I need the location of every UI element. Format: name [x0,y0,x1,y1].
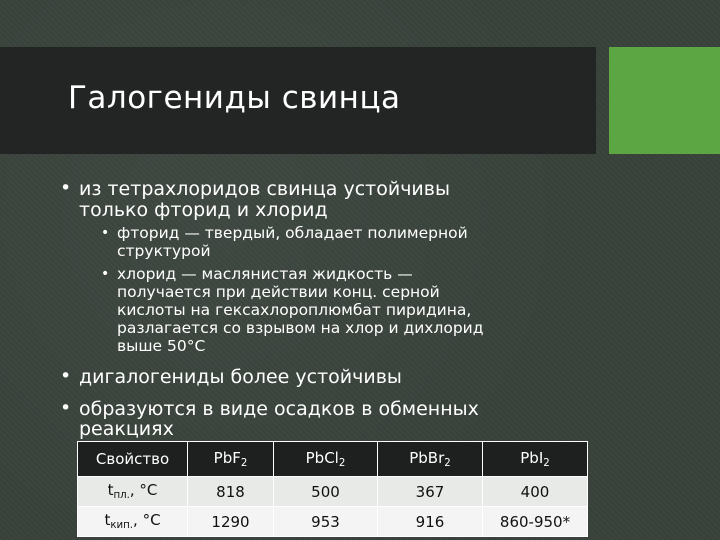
compound-subscript: 2 [240,458,248,470]
compound-formula: PbCl [305,448,339,467]
compound-formula: PbBr [409,448,445,467]
sub-bullet-marker: • [101,225,110,241]
table-cell: 953 [274,507,378,537]
table-header-row [78,442,588,477]
row-label-main: t [107,481,114,500]
compound-subscript: 2 [543,458,550,470]
sub-bullet-2-line-5: выше 50°С [117,337,206,355]
header-property: Свойство [78,442,188,477]
sub-bullet-marker: • [101,266,110,282]
row-label-sub: пл. [113,490,130,502]
row-label-rest: , °C [129,481,158,500]
header-compound [378,442,483,477]
table-row [78,477,588,507]
sub-bullet-2-line-4: разлагается со взрывом на хлор и дихлорид [117,319,484,337]
row-label-sub: кип. [110,520,134,532]
bullet-2-line-1: дигалогениды более устойчивы [79,366,402,388]
table-row [78,507,588,537]
compound-formula: PbI [520,448,544,467]
bullet-marker: • [60,365,72,387]
sub-bullet-2-line-3: кислоты на гексахлороплюмбат пиридина, [117,301,472,319]
table-cell: 400 [483,477,588,507]
table-cell: 916 [378,507,483,537]
compound-subscript: 2 [338,458,346,470]
sub-bullet-1-line-2: структурой [117,242,211,260]
sub-bullet-2-line-1: хлорид — маслянистая жидкость — [117,265,413,283]
sub-bullet-2-line-2: получается при действии конц. серной [117,283,440,301]
bullet-1-line-2: только фторид и хлорид [79,199,328,221]
compound-subscript: 2 [444,458,451,470]
table-cell: 860-950* [483,507,588,537]
row-label [78,477,188,507]
properties-table [77,441,588,537]
row-label-rest: , °C [133,511,161,530]
table-cell: 818 [188,477,274,507]
bullet-3-line-1: образуются в виде осадков в обменных [79,398,479,420]
header-compound [483,442,588,477]
header-compound [188,442,274,477]
row-label [78,507,188,537]
header-compound [274,442,378,477]
table-cell: 1290 [188,507,274,537]
accent-block [609,47,720,154]
row-label-main: t [104,511,111,530]
bullet-1-line-1: из тетрахлоридов свинца устойчивы [79,178,450,200]
slide-title: Галогениды свинца [68,80,401,116]
bullet-3-line-2: реакциях [79,418,174,440]
sub-bullet-1-line-1: фторид — твердый, обладает полимерной [117,224,468,242]
bullet-marker: • [60,177,72,199]
table-cell: 367 [378,477,483,507]
table-cell: 500 [274,477,378,507]
compound-formula: PbF [213,448,241,467]
bullet-marker: • [60,397,72,419]
